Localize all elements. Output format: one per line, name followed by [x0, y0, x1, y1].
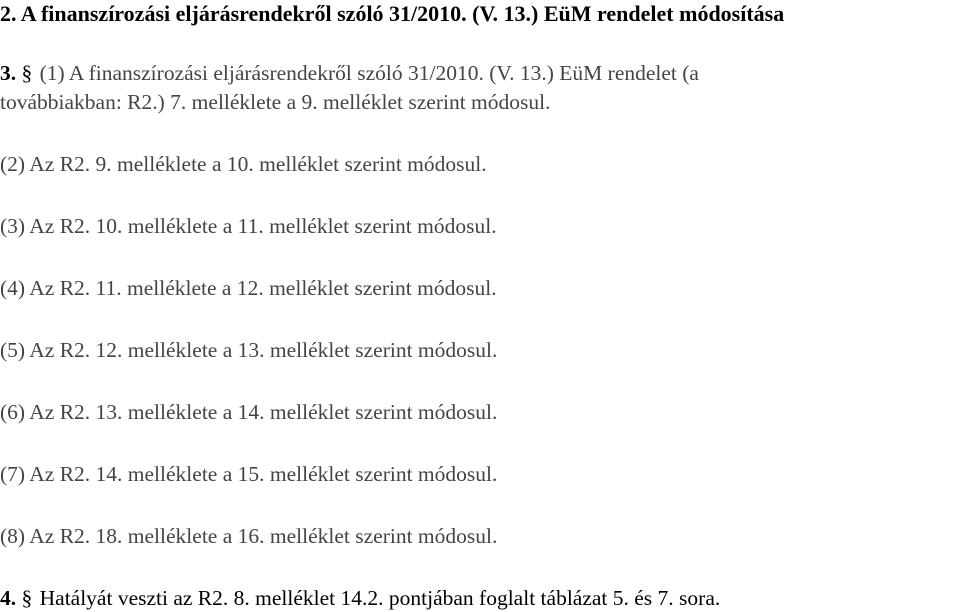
- paragraph-4: (4) Az R2. 11. melléklete a 12. melléklet szerint módosul.: [0, 276, 497, 300]
- section-3-line-1: [0, 60, 699, 86]
- section-heading: 2. A finanszírozási eljárásrendekről szóló 31/2010. (V. 13.) EüM rendelet módosítása: [0, 1, 785, 26]
- paragraph-3: (3) Az R2. 10. melléklete a 11. melléklet szerint módosul.: [0, 214, 497, 238]
- paragraph-8: (8) Az R2. 18. melléklete a 16. melléklet szerint módosul.: [0, 524, 498, 548]
- paragraph-6: (6) Az R2. 13. melléklete a 14. melléklet szerint módosul.: [0, 400, 498, 424]
- paragraph-5: (5) Az R2. 12. melléklete a 13. melléklet szerint módosul.: [0, 338, 498, 362]
- section-sign-icon: §: [21, 61, 33, 85]
- section-3-number: 3.: [0, 61, 17, 85]
- paragraph-2: (2) Az R2. 9. melléklete a 10. melléklet szerint módosul.: [0, 152, 487, 176]
- section-3-line-2: továbbiakban: R2.) 7. melléklete a 9. melléklet szerint módosul.: [0, 90, 551, 114]
- section-4-number: 4.: [0, 586, 17, 610]
- paragraph-7: (7) Az R2. 14. melléklete a 15. melléklet szerint módosul.: [0, 462, 498, 486]
- section-4-text: Hatályát veszti az R2. 8. melléklet 14.2. pontjában foglalt táblázat 5. és 7. sora.: [39, 586, 721, 610]
- section-3-text-1: (1) A finanszírozási eljárásrendekről szóló 31/2010. (V. 13.) EüM rendelet (a: [39, 61, 699, 85]
- section-sign-icon: §: [21, 586, 33, 610]
- section-4-line: [0, 585, 720, 611]
